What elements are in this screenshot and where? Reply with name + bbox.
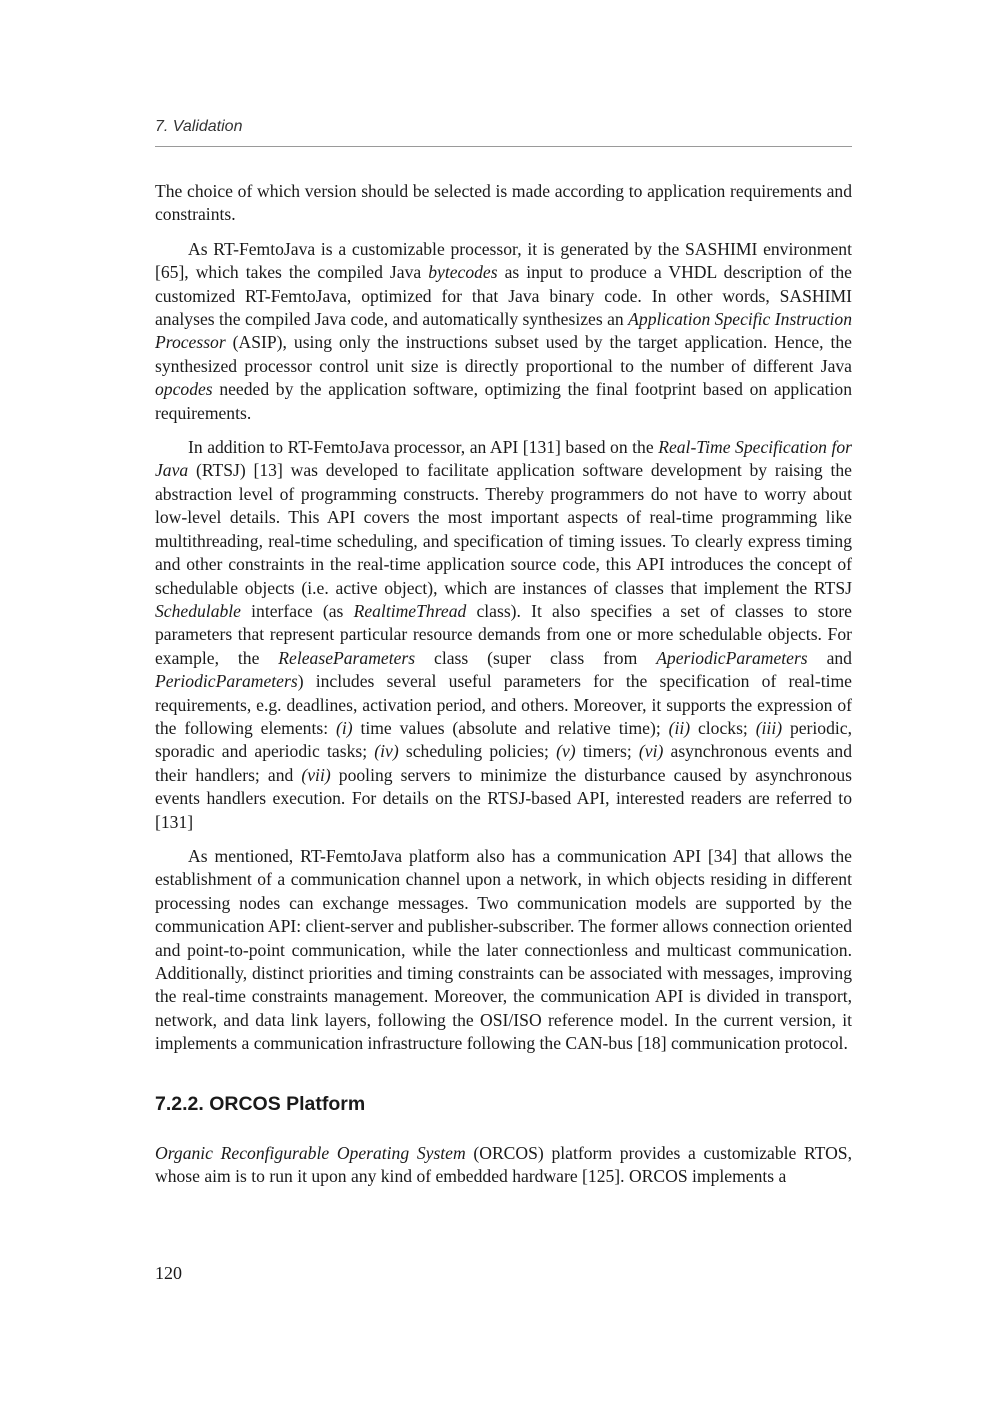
section-title: 7.2.2. ORCOS Platform <box>155 1092 366 1115</box>
text-run: as input to produce a VHDL description of the customized RT-FemtoJava, optimized for that Java binary code. In other words, SASHIMI analyses the compiled Java code, and automatically synthesizes an <box>155 262 852 330</box>
italic-term: Schedulable <box>155 600 241 621</box>
text-run: class). It also specifies a set of classes to store parameters that represent particular resource demands from one or more schedulable objects. For example, the <box>155 600 852 668</box>
text-run: interface (as <box>240 600 354 621</box>
italic-term: (i) <box>335 717 353 738</box>
italic-term: opcodes <box>155 379 213 400</box>
text-run: and <box>807 647 852 668</box>
italic-term: Application Specific Instruction Processor <box>155 309 852 353</box>
italic-term: Real-Time Specification for Java <box>155 437 852 481</box>
section-paragraph-1 <box>155 1142 852 1189</box>
italic-term: RealtimeThread <box>353 600 467 621</box>
text-run: ) includes several useful parameters for the specification of real-time requirements, e.g. deadlines, activation period, and others. Moreover, it supports the expression of the following elements: <box>155 671 852 738</box>
italic-term: PeriodicParameters <box>155 671 298 692</box>
text-run: As RT-FemtoJava is a customizable processor, it is generated by the SASHIMI environment [65], which takes the compiled Java <box>155 238 852 283</box>
text-run: scheduling policies; <box>398 741 557 762</box>
text-run: periodic, sporadic and aperiodic tasks; <box>155 717 852 762</box>
italic-term: (v) <box>556 741 576 762</box>
page-body <box>155 180 852 1199</box>
italic-term: bytecodes <box>428 262 498 283</box>
text-run: time values (absolute and relative time); <box>352 717 669 738</box>
italic-term: (ii) <box>668 717 691 738</box>
paragraph-2 <box>155 238 852 425</box>
text-run: needed by the application software, optimizing the final footprint based on application requirements. <box>155 379 852 423</box>
paragraph-1 <box>155 180 852 227</box>
italic-term: (iii) <box>755 717 783 738</box>
italic-term: Organic Reconfigurable Operating System <box>155 1142 466 1163</box>
italic-term: (vi) <box>638 741 664 762</box>
italic-term: (vii) <box>301 764 331 785</box>
paragraph-4 <box>155 845 852 1056</box>
italic-term: (iv) <box>374 741 399 762</box>
text-run: class (super class from <box>415 647 657 668</box>
paragraph-3 <box>155 436 852 834</box>
text-run: timers; <box>575 741 639 762</box>
italic-term: AperiodicParameters <box>656 647 808 668</box>
text-run: (ORCOS) platform provides a customizable RTOS, whose aim is to run it upon any kind of embedded hardware [125]. ORCOS implements a <box>155 1142 852 1187</box>
italic-term: ReleaseParameters <box>278 647 416 668</box>
text-run: asynchronous events and their handlers; and <box>155 741 852 785</box>
text-run: In addition to RT-FemtoJava processor, an API [131] based on the <box>188 437 659 458</box>
page-number: 120 <box>155 1263 182 1283</box>
text-run: (ASIP), using only the instructions subset used by the target application. Hence, the synthesized processor control unit size is directly proportional to the number of different Java <box>155 332 852 376</box>
running-head: 7. Validation <box>155 118 852 147</box>
text-run: clocks; <box>690 717 756 738</box>
text-run: As mentioned, RT-FemtoJava platform also has a communication API [34] that allows the establishment of a communication channel upon a network, in which objects residing in different processing nodes can exchange messages. Two communication models are supported by the communication API: client-server and publisher-subscriber. The former allows connection oriented and point-to-point communication, while the later connectionless and multicast communication. Additionally, distinct priorities and timing constraints can be associated with messages, improving the real-time constraints management. Moreover, the communication API is divided in transport, network, and data link layers, following the OSI/ISO reference model. In the current version, it implements a communication infrastructure following the CAN-bus [18] communication protocol. <box>155 845 853 1054</box>
text-run: (RTSJ) [13] was developed to facilitate application software development by raising the abstraction level of programming constructs. Thereby programmers do not have to worry about low-level details. This API covers the most important aspects of real-time programming like multithreading, real-time scheduling, and specification of timing issues. To clearly express timing and other constraints in the real-time application source code, this API introduces the concept of schedulable objects (i.e. active object), which are instances of classes that implement the RTSJ <box>155 460 852 598</box>
text-run: pooling servers to minimize the disturbance caused by asynchronous events handlers execution. For details on the RTSJ-based API, interested readers are referred to [131] <box>155 764 852 832</box>
text-run: The choice of which version should be selected is made according to application requirements and constraints. <box>155 181 852 225</box>
